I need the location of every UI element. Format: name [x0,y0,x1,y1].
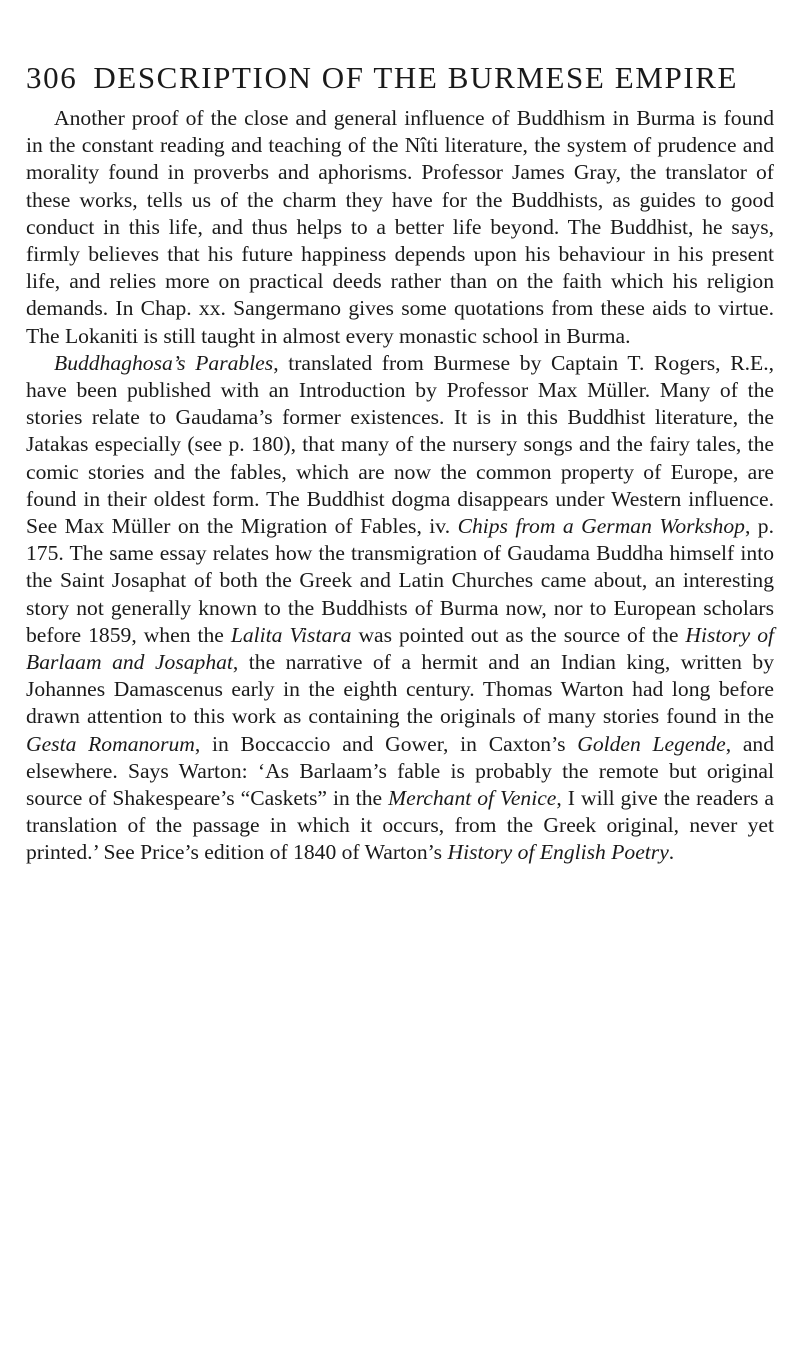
paragraph-niti-literature: Another proof of the close and general influence of Buddhism in Burma is found in the constant reading and teaching of the Nîti literature, the system of prudence and morality found in proverbs and aphorisms. Professor James Gray, the translator of these works, tells us of the charm they have for the Buddhists, as guides to good conduct in this life, and thus helps to a better life beyond. The Buddhist, he says, firmly believes that his future happiness depends upon his behaviour in his present life, and relies more on practical deeds rather than on the faith which his religion demands. In Chap. xx. Sangermano gives some quotations from these aids to virtue. The Lokaniti is still taught in almost every monastic school in Burma. [26,106,774,348]
title-merchant-of-venice: Merchant of Venice [388,786,557,811]
title-chips-from-a-german-workshop: Chips from a German Workshop [457,514,745,539]
text-segment: . [668,840,675,865]
running-head [26,58,766,98]
text-segment: , p. 175. The same essay relates how the transmigration of Gaudama Buddha himself into the Saint Josaphat of both the Greek and Latin Churches came about, an interesting story not generally known to the Buddhists of Burma now, nor to European scholars before 1859, when the [26,514,775,647]
title-buddhaghosas-parables: Buddhaghosa’s Parables [54,350,274,375]
title-golden-legende: Golden Legende [577,731,726,756]
text-segment: , the narrative of a hermit and an Indian king, written by Johannes Damascenus early in the eighth century. Thomas Warton had long before drawn attention to this work as containing the originals of many stories found in the [26,650,774,729]
text-segment: , translated from Burmese by Captain T. Rogers, R.E., have been published with an Introduction by Professor Max Müller. Many of the stories relate to Gaudama’s former existences. It is in this Buddhist literature, the Jatakas especially (see p. 180), that many of the nursery songs and the fairy tales, the comic stories and the fables, which are now the common property of Europe, are found in their oldest form. The Buddhist dogma disappears under Western influence. See Max Müller on the Migration of Fables, iv. [26,350,774,539]
title-lalita-vistara: Lalita Vistara [230,622,352,647]
title-history-of-english-poetry: History of English Poetry [447,840,669,865]
text-segment: , I will give the readers a translation of the passage in which it occurs, from the Greek original, never yet printed.’ See Price’s edition of 1840 of Warton’s [26,786,774,865]
text-segment: , in Boccaccio and Gower, in Caxton’s [194,731,578,756]
body-text [26,105,774,867]
title-gesta-romanorum: Gesta Romanorum [26,731,195,756]
page-number: 306 [26,60,78,95]
text-segment: was pointed out as the source of the [351,622,686,647]
running-title: DESCRIPTION OF THE BURMESE EMPIRE [93,60,739,95]
text-segment: , and elsewhere. Says Warton: ‘As Barlaam’s fable is probably the remote but original source of Shakespeare’s “Caskets” in the [26,731,775,811]
paragraph-buddhaghosa-parables [26,350,774,867]
title-barlaam-and-josaphat: History of Barlaam and Josaphat [26,622,774,675]
